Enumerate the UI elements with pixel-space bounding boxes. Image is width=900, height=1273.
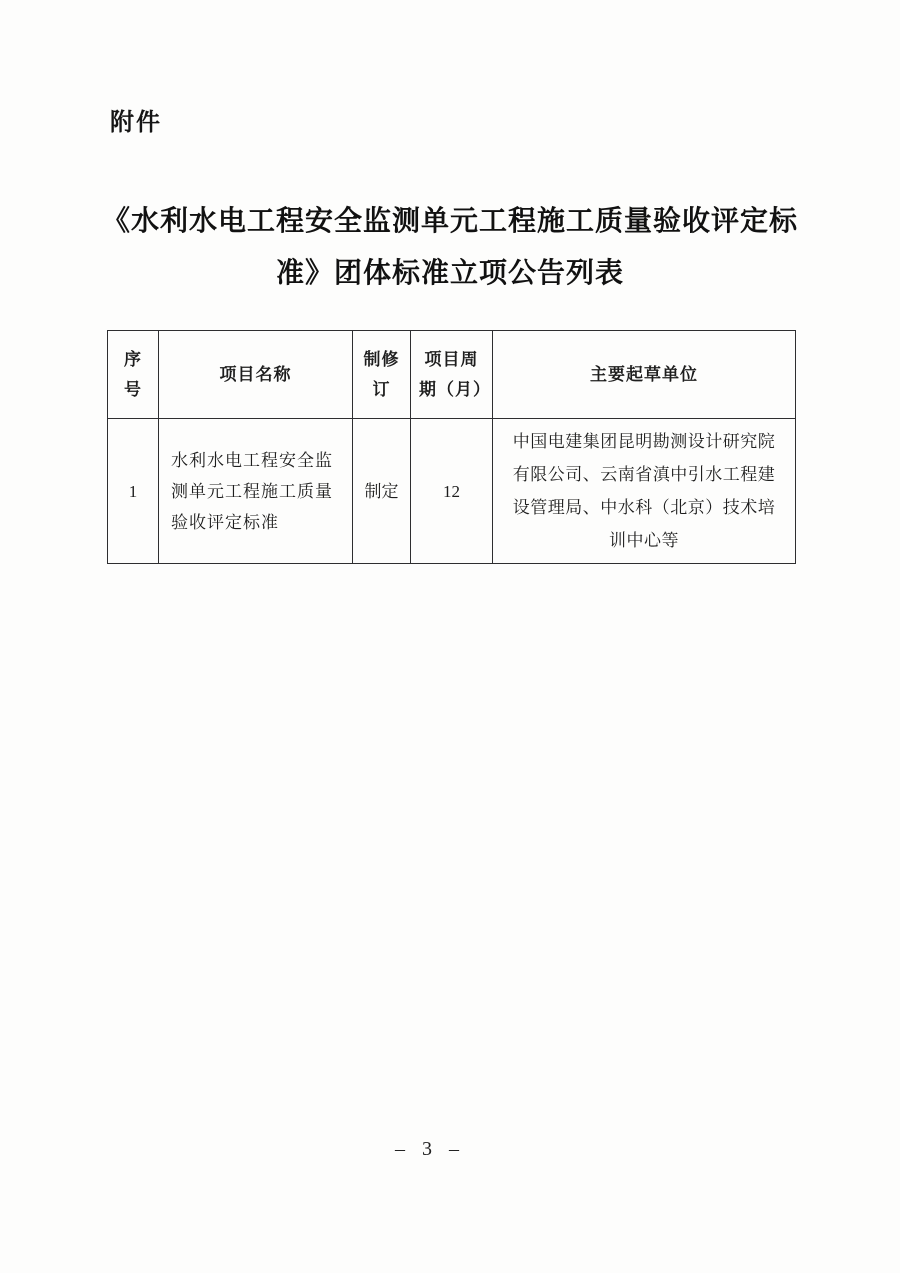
attachment-label: 附件: [110, 109, 162, 136]
header-project-name: 项目名称: [159, 331, 353, 419]
cell-seq: 1: [108, 419, 159, 564]
table-header-row: [108, 331, 796, 419]
cell-cycle-months: 12: [411, 419, 493, 564]
cell-drafters: 中国电建集团昆明勘测设计研究院有限公司、云南省滇中引水工程建设管理局、中水科（北京）技术培训中心等: [493, 419, 796, 564]
standards-project-table: [107, 330, 796, 564]
page-number: – 3 –: [395, 1138, 465, 1160]
cell-project-name: 水利水电工程安全监测单元工程施工质量验收评定标准: [159, 419, 353, 564]
document-title-line2: 准》团体标准立项公告列表: [275, 258, 624, 289]
header-cycle-months: 项目周期（月）: [411, 331, 493, 419]
header-drafters: 主要起草单位: [493, 331, 796, 419]
cell-revision-type: 制定: [353, 419, 411, 564]
document-title: [60, 196, 840, 300]
header-revision-type: 制修订: [353, 331, 411, 419]
document-title-line1: 《水利水电工程安全监测单元工程施工质量验收评定标: [101, 206, 798, 237]
header-seq: 序号: [108, 331, 159, 419]
table-row: [108, 419, 796, 564]
